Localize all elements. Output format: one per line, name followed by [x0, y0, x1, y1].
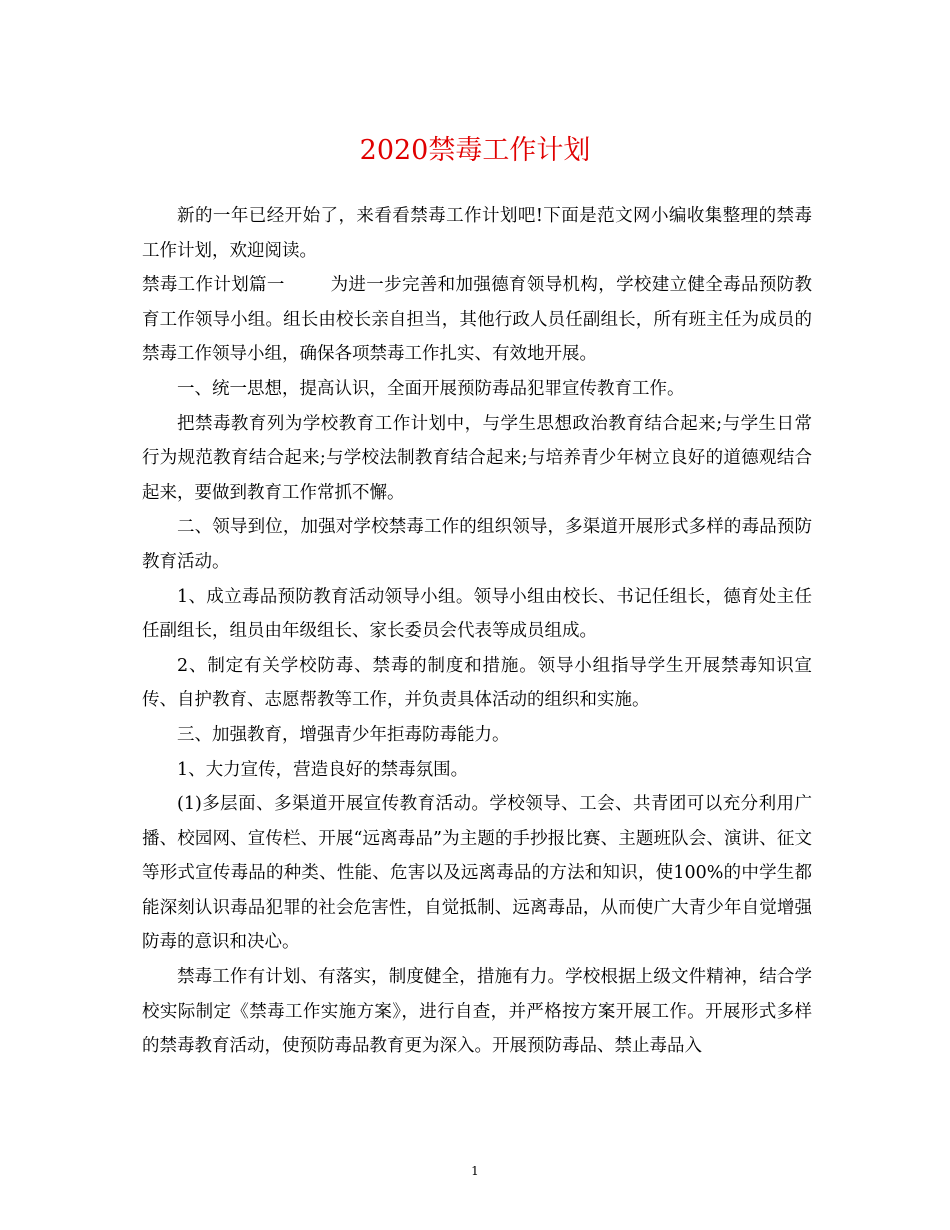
paragraph-point-1-detail: 把禁毒教育列为学校教育工作计划中，与学生思想政治教育结合起来;与学生日常行为规范教育结合起来;与学校法制教育结合起来;与培养青少年树立良好的道德观结合起来，要做到教育工作常抓不懈。 [142, 413, 812, 503]
document-body [142, 199, 812, 1064]
paragraph-summary: 禁毒工作有计划、有落实，制度健全，措施有力。学校根据上级文件精神，结合学校实际制定《禁毒工作实施方案》，进行自查，并严格按方案开展工作。开展形式多样的禁毒教育活动，使预防毒品教育更为深入。开展预防毒品、禁止毒品入 [142, 967, 812, 1057]
paragraph-point-2-item-1: 1、成立毒品预防教育活动领导小组。领导小组由校长、书记任组长，德育处主任任副组长，组员由年级组长、家长委员会代表等成员组成。 [142, 586, 812, 642]
document-title: 2020禁毒工作计划 [359, 135, 591, 166]
paragraph-point-3-subitem-1: (1)多层面、多渠道开展宣传教育活动。学校领导、工会、共青团可以充分利用广播、校园网、宣传栏、开展“远离毒品”为主题的手抄报比赛、主题班队会、演讲、征文等形式宣传毒品的种类、性能、危害以及远离毒品的方法和知识，使100%的中学生都能深刻认识毒品犯罪的社会危害性，自觉抵制、远离毒品，从而使广大青少年自觉增强防毒的意识和决心。 [142, 794, 812, 953]
section-heading-one: 禁毒工作计划篇一 [142, 275, 285, 296]
paragraph-point-2-item-2: 2、制定有关学校防毒、禁毒的制度和措施。领导小组指导学生开展禁毒知识宣传、自护教育、志愿帮教等工作，并负责具体活动的组织和实施。 [142, 655, 812, 711]
paragraph-intro: 新的一年已经开始了，来看看禁毒工作计划吧!下面是范文网小编收集整理的禁毒工作计划，欢迎阅读。 [142, 206, 812, 261]
paragraph-point-3: 三、加强教育，增强青少年拒毒防毒能力。 [177, 724, 510, 745]
paragraph-point-3-item-1: 1、大力宣传，营造良好的禁毒氛围。 [177, 759, 469, 780]
paragraph-section-one [142, 268, 812, 372]
page-number: 1 [471, 1164, 479, 1178]
paragraph-point-2: 二、领导到位，加强对学校禁毒工作的组织领导，多渠道开展形式多样的毒品预防教育活动。 [142, 517, 812, 572]
paragraph-point-1: 一、统一思想，提高认识，全面开展预防毒品犯罪宣传教育工作。 [177, 378, 685, 399]
section-one-text: 为进一步完善和加强德育领导机构，学校建立健全毒品预防教育工作领导小组。组长由校长亲自担当，其他行政人员任副组长，所有班主任为成员的禁毒工作领导小组，确保各项禁毒工作扎实、有效地开展。 [142, 275, 813, 365]
